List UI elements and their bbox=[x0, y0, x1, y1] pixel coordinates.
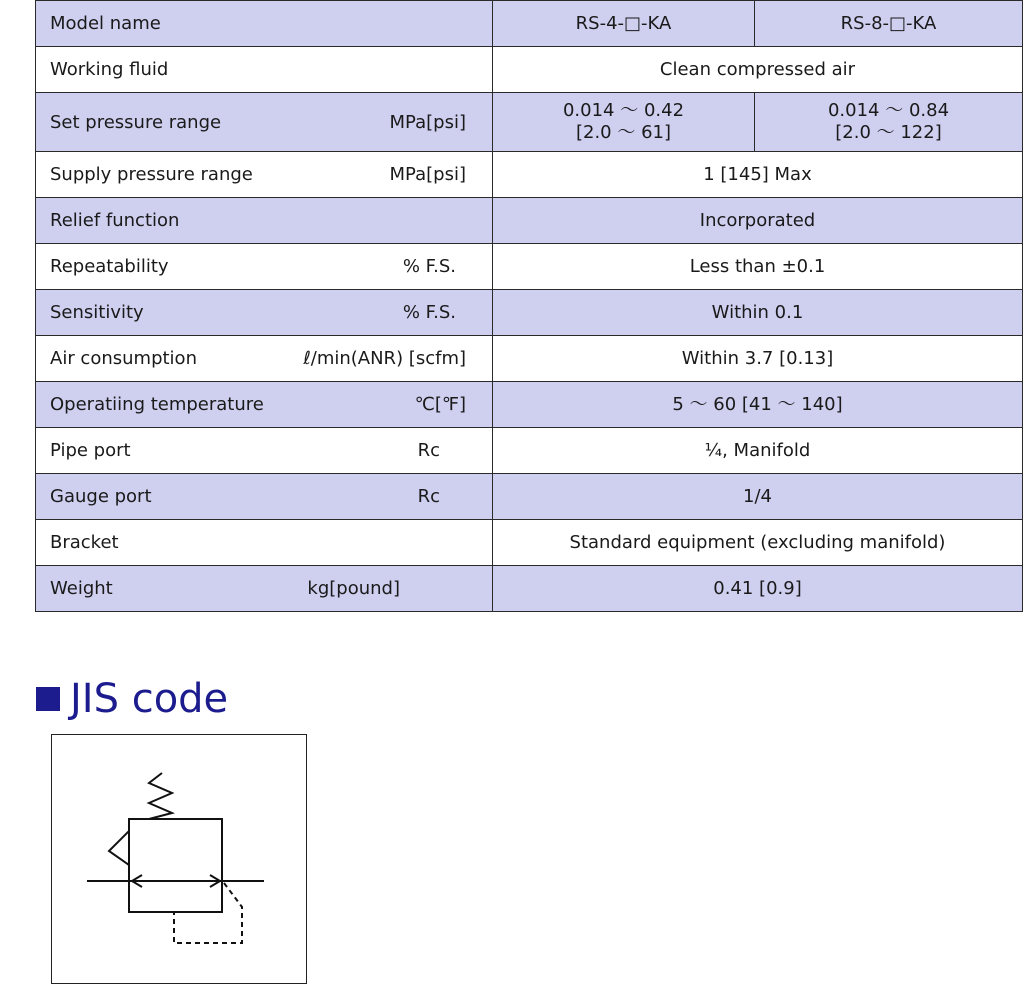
row-value: 5 ～ 60 [41 ～ 140] bbox=[493, 382, 1023, 428]
jis-code-title: JIS code bbox=[70, 676, 229, 722]
row-unit: Rc bbox=[417, 440, 440, 461]
table-row bbox=[36, 336, 1023, 382]
table-row bbox=[36, 93, 1023, 152]
row-label: Pipe port bbox=[50, 440, 131, 461]
row-unit: ℓ/min(ANR) [scfm] bbox=[303, 348, 466, 369]
row-unit: MPa[psi] bbox=[389, 164, 466, 185]
row-label: Operatiing temperature bbox=[50, 394, 264, 415]
table-row bbox=[36, 1, 1023, 47]
table-row bbox=[36, 474, 1023, 520]
row-unit: % F.S. bbox=[402, 256, 456, 277]
row-unit: kg[pound] bbox=[307, 578, 400, 599]
row-unit: MPa[psi] bbox=[389, 111, 466, 133]
table-row bbox=[36, 382, 1023, 428]
pressure-regulator-symbol-icon bbox=[52, 735, 308, 985]
row-value-rs4 bbox=[493, 93, 755, 152]
table-row bbox=[36, 520, 1023, 566]
row-label: Relief function bbox=[36, 198, 493, 244]
row-value: 1 [145] Max bbox=[493, 152, 1023, 198]
row-value: ¼, Manifold bbox=[493, 428, 1023, 474]
jis-symbol-frame bbox=[51, 734, 307, 984]
row-value: 1/4 bbox=[493, 474, 1023, 520]
row-label: Set pressure range bbox=[50, 111, 222, 133]
row-unit: Rc bbox=[417, 486, 440, 507]
row-label: Sensitivity bbox=[50, 302, 144, 323]
row-value: Less than ±0.1 bbox=[493, 244, 1023, 290]
row-label: Bracket bbox=[36, 520, 493, 566]
row-label: Repeatability bbox=[50, 256, 169, 277]
value-line: 0.014 ～ 0.84 bbox=[827, 100, 950, 121]
row-label: Model name bbox=[36, 1, 493, 47]
value-line: 0.014 ～ 0.42 bbox=[562, 100, 685, 121]
row-value-rs8 bbox=[755, 93, 1023, 152]
table-row bbox=[36, 566, 1023, 612]
row-unit: ℃[℉] bbox=[414, 394, 466, 415]
table-row bbox=[36, 198, 1023, 244]
row-value: Within 0.1 bbox=[493, 290, 1023, 336]
table-row bbox=[36, 47, 1023, 93]
row-value: Standard equipment (excluding manifold) bbox=[493, 520, 1023, 566]
jis-code-heading bbox=[36, 676, 228, 722]
row-label: Gauge port bbox=[50, 486, 152, 507]
table-row bbox=[36, 244, 1023, 290]
row-value: 0.41 [0.9] bbox=[493, 566, 1023, 612]
model-rs8: RS-8-□-KA bbox=[755, 1, 1023, 47]
value-line: [2.0 ～ 61] bbox=[575, 122, 672, 143]
table-row bbox=[36, 290, 1023, 336]
model-rs4: RS-4-□-KA bbox=[493, 1, 755, 47]
row-unit: % F.S. bbox=[402, 302, 456, 323]
row-value: Clean compressed air bbox=[493, 47, 1023, 93]
row-label: Supply pressure range bbox=[50, 164, 253, 185]
table-row bbox=[36, 428, 1023, 474]
row-value: Within 3.7 [0.13] bbox=[493, 336, 1023, 382]
row-label: Working fluid bbox=[36, 47, 493, 93]
square-bullet-icon bbox=[36, 687, 60, 711]
table-row bbox=[36, 152, 1023, 198]
row-label: Weight bbox=[50, 578, 113, 599]
spec-table bbox=[35, 0, 1023, 612]
value-line: [2.0 ～ 122] bbox=[835, 122, 942, 143]
row-label: Air consumption bbox=[50, 348, 197, 369]
row-value: Incorporated bbox=[493, 198, 1023, 244]
